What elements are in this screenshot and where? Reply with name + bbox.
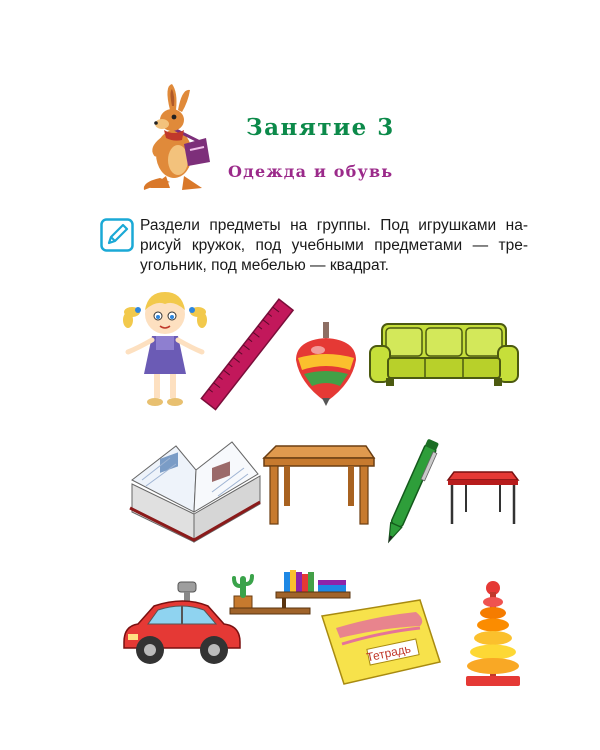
- instruction-line-3: угольник, под мебелью — квадрат.: [140, 257, 389, 274]
- pencil-task-icon: [100, 218, 134, 252]
- notebook-label: Тетрадь: [365, 641, 412, 665]
- stool-icon: [446, 470, 520, 526]
- instruction-line-1: Раздели предметы на группы. Под игрушками на-: [140, 217, 528, 234]
- ruler-icon: [210, 300, 286, 410]
- kangaroo-mascot-icon: [140, 82, 220, 194]
- notebook-icon: [316, 598, 446, 686]
- doll-icon: [122, 286, 208, 410]
- task-instruction: [140, 216, 528, 276]
- lesson-subtitle: Одежда и обувь: [228, 162, 394, 181]
- table-icon: [262, 444, 376, 528]
- pyramid-icon: [462, 580, 524, 690]
- pen-icon: [380, 436, 440, 552]
- sofa-icon: [368, 320, 520, 390]
- instruction-line-2: рисуй кружок, под учебными предметами — тре-: [140, 237, 528, 254]
- lesson-title: Занятие 3: [246, 114, 395, 141]
- book-icon: [124, 436, 264, 548]
- spinning-top-icon: [292, 322, 362, 406]
